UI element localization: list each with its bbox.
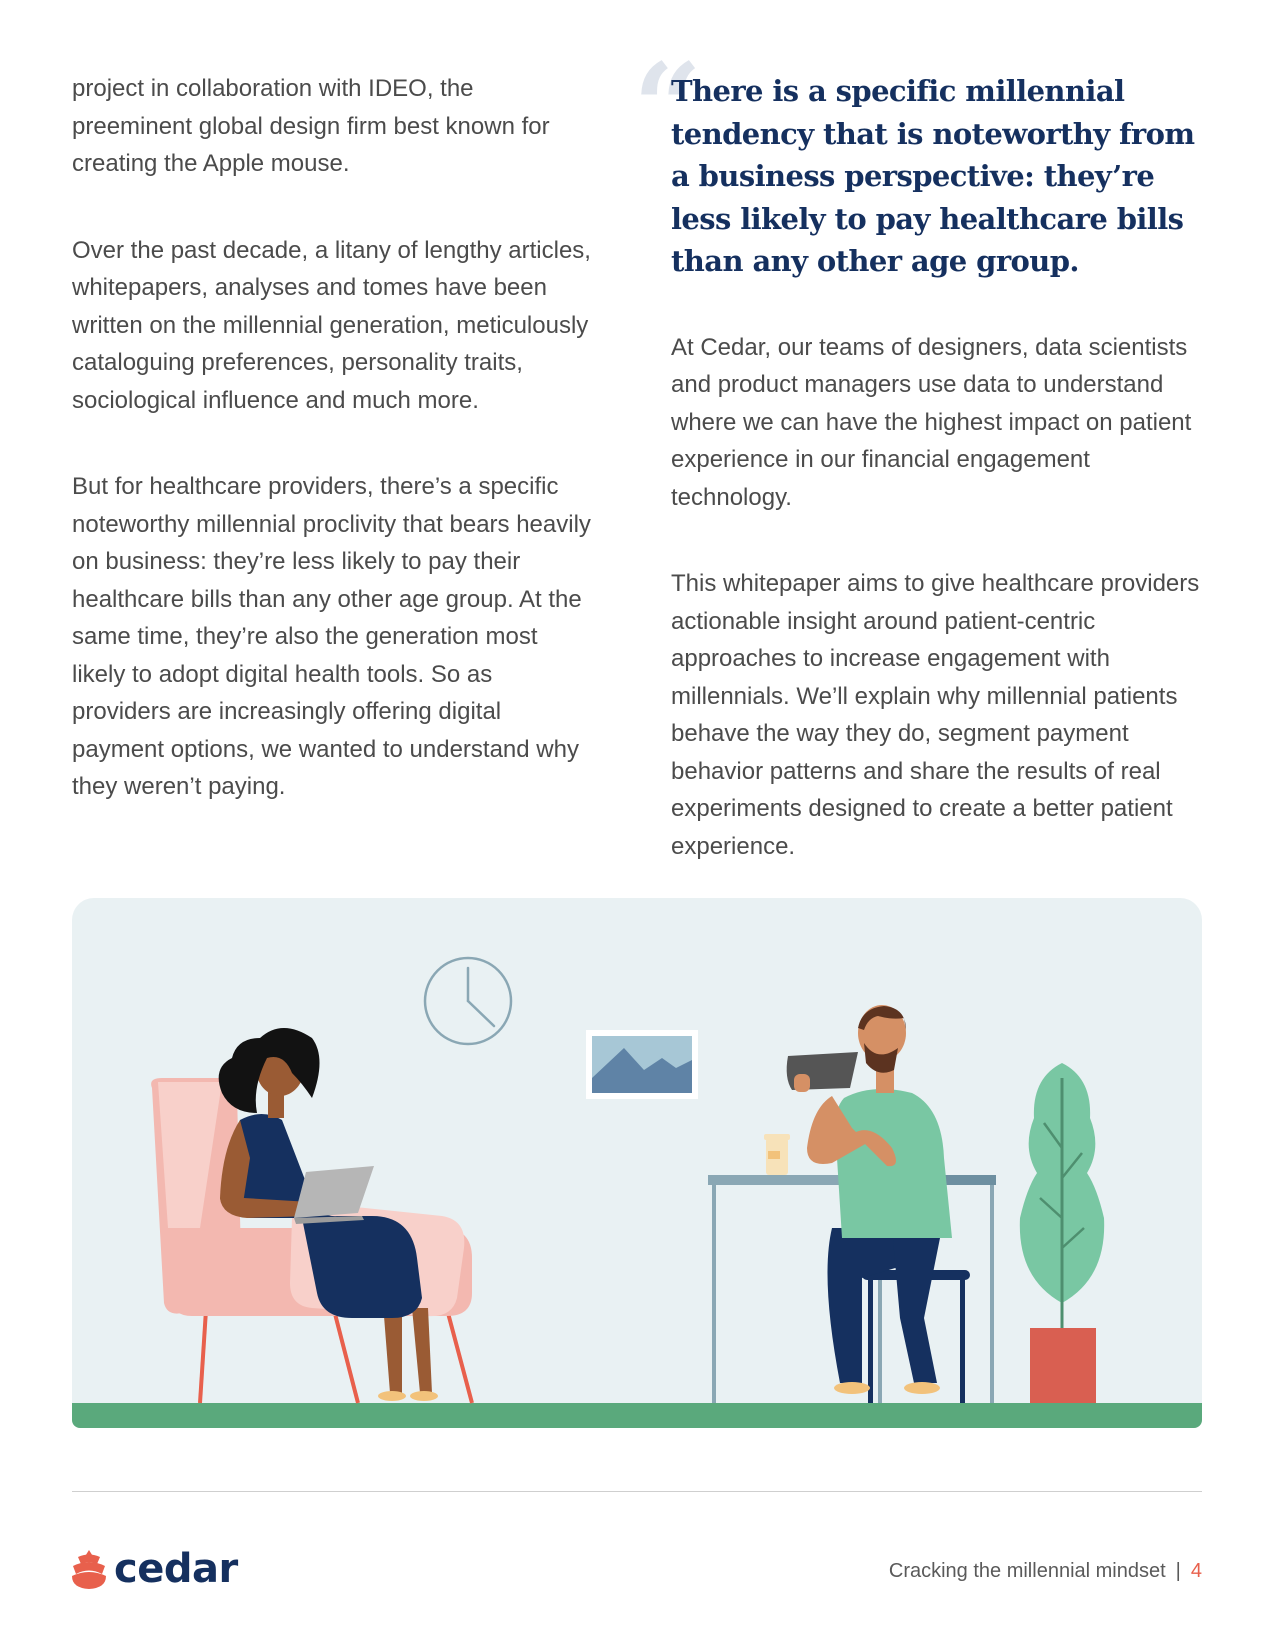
coffee-cup (764, 1134, 790, 1175)
cedar-logo-icon (70, 1548, 108, 1590)
quote-mark-icon: “ (633, 37, 703, 178)
footer-separator: | (1175, 1560, 1181, 1582)
right-paragraph-1: At Cedar, our teams of designers, data scientists and product managers use data to understand where we can have the highest impact on patient experience in our financial engagement technology. (671, 333, 1192, 511)
left-paragraph-1: project in collaboration with IDEO, the preeminent global design firm best known for creating the Apple mouse. (72, 75, 550, 177)
right-paragraph-2: This whitepaper aims to give healthcare providers actionable insight around patient-centric approaches to increase engagement with millennials. We’ll explain why millennial patients behave the way they do, segment payment behavior patterns and share the results of real experiments designed to create a better patient experience. (671, 570, 1200, 860)
right-column (633, 37, 1201, 914)
pull-quote: There is a specific millennial tendency that is noteworthy from a business perspective: they’re less likely to pay healthcare bills than any other age group. (671, 74, 1195, 278)
illustration-svg (72, 898, 1202, 1428)
left-paragraph-2: Over the past decade, a litany of lengthy articles, whitepapers, analyses and tomes have been written on the millennial generation, meticulously cataloguing preferences, personality traits, sociological influence and much more. (72, 236, 591, 414)
left-column (72, 70, 592, 855)
left-paragraph-3: But for healthcare providers, there’s a specific noteworthy millennial proclivity that bears heavily on business: they’re less likely to pay their healthcare bills than any other age group. At the same time, they’re also the generation most likely to adopt digital health tools. So as providers are increasingly offering digital payment options, we wanted to understand why they weren’t paying. (72, 473, 591, 800)
office-illustration (72, 898, 1202, 1428)
pull-quote-block (633, 37, 1201, 283)
footer-page-info (889, 1560, 1202, 1583)
cedar-logo[interactable] (70, 1546, 238, 1592)
page-number: 4 (1190, 1560, 1202, 1582)
framed-picture-icon (586, 1030, 698, 1099)
document-title: Cracking the millennial mindset (888, 1560, 1166, 1582)
footer-divider (72, 1491, 1202, 1492)
logo-wordmark: cedar (114, 1546, 238, 1592)
